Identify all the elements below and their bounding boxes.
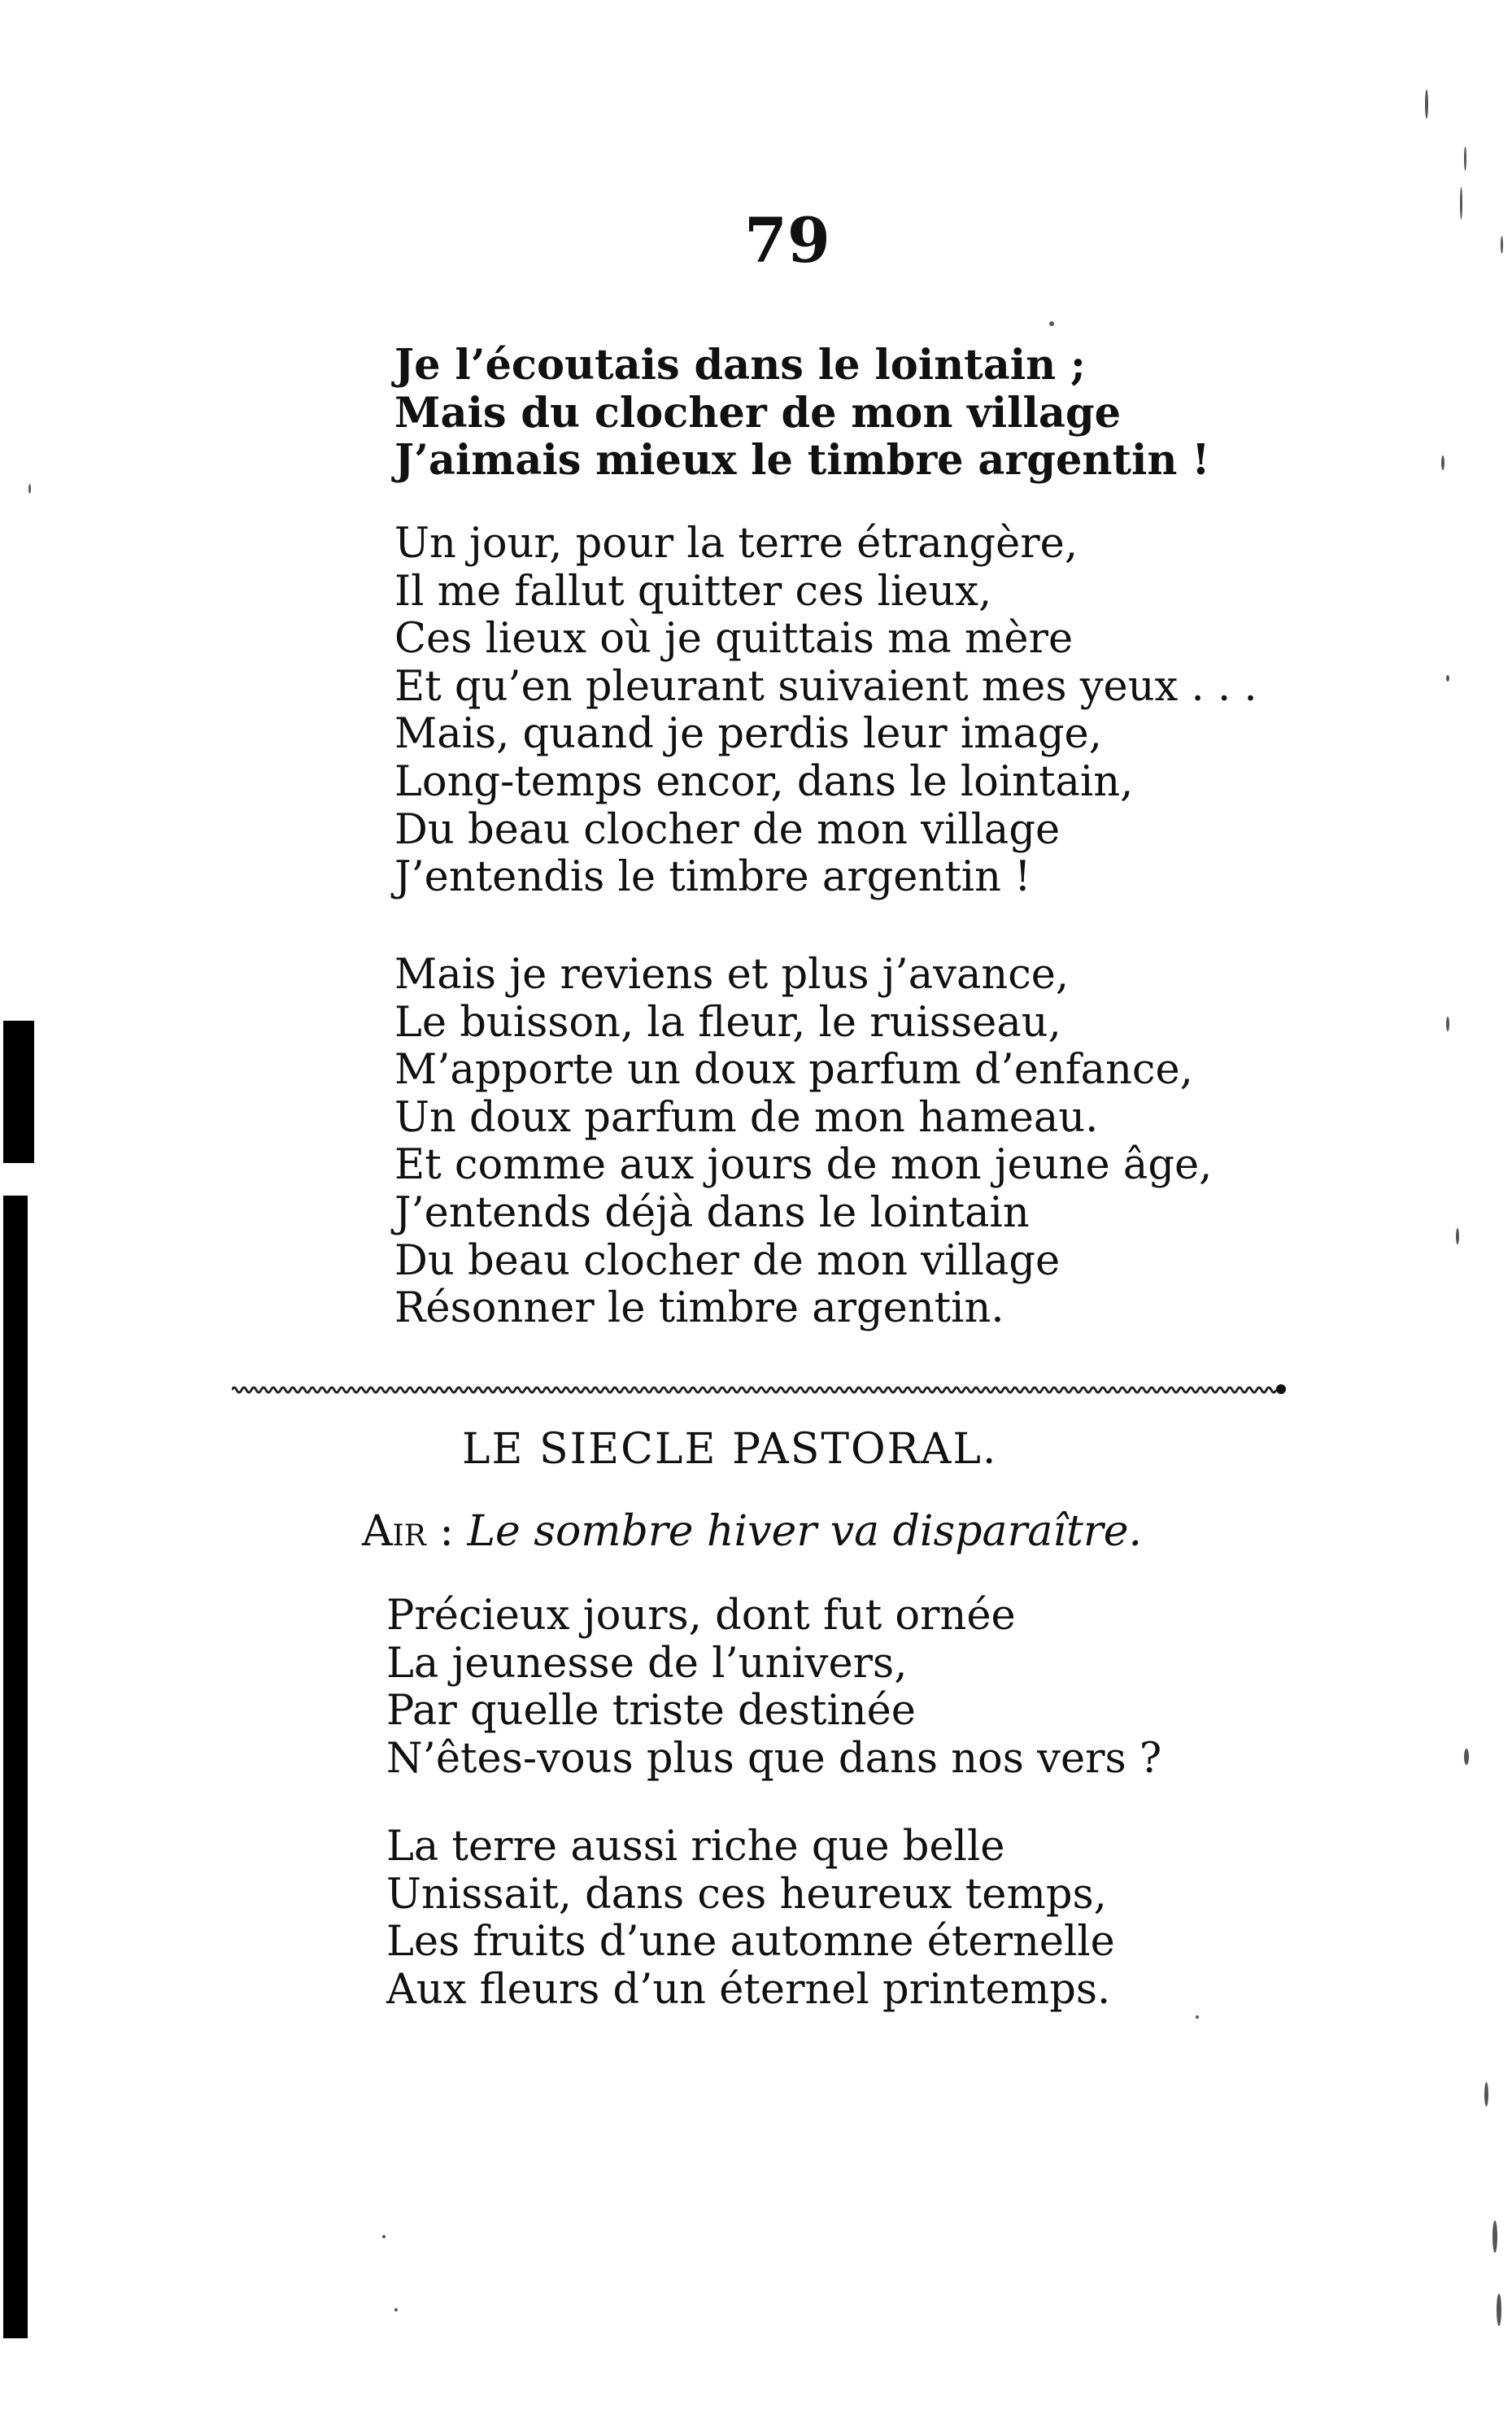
song-air	[362, 1507, 1142, 1556]
binding-edge	[3, 1021, 34, 1163]
verse-line: Du beau clocher de mon village	[394, 805, 1061, 854]
verse-line: Résonner le timbre argentin.	[394, 1284, 1004, 1333]
verse-line: J’entends déjà dans le lointain	[394, 1188, 1030, 1237]
verse-line: Et qu’en pleurant suivaient mes yeux . . .	[394, 662, 1257, 711]
verse-line: Par quelle triste destinée	[386, 1687, 916, 1736]
verse-line: Il me fallut quitter ces lieux,	[394, 567, 992, 616]
verse-line: Long-temps encor, dans le lointain,	[394, 757, 1134, 806]
air-label: Air :	[362, 1507, 454, 1556]
verse-line: Un jour, pour la terre étrangère,	[394, 520, 1078, 568]
verse-line: Précieux jours, dont fut ornée	[386, 1592, 1016, 1640]
poem-stanza-1	[394, 342, 1210, 485]
verse-line: Et comme aux jours de mon jeune âge,	[394, 1141, 1213, 1190]
verse-line: Mais je reviens et plus j’avance,	[394, 951, 1070, 999]
binding-edge	[3, 1196, 28, 2338]
verse-line: Le buisson, la fleur, le ruisseau,	[394, 998, 1061, 1047]
poem-stanza-2	[394, 521, 1257, 902]
verse-line: M’apporte un doux parfum d’enfance,	[394, 1046, 1193, 1095]
verse-line: Je l’écoutais dans le lointain ;	[394, 341, 1086, 390]
verse-line: Les fruits d’une automne éternelle	[386, 1918, 1115, 1967]
verse-line: Aux fleurs d’un éternel printemps.	[386, 1965, 1111, 2014]
verse-line: La jeunesse de l’univers,	[386, 1639, 908, 1688]
verse-line: Du beau clocher de mon village	[394, 1236, 1061, 1285]
verse-line: Un doux parfum de mon hameau.	[394, 1093, 1099, 1142]
verse-line: Unissait, dans ces heureux temps,	[386, 1870, 1107, 1919]
poem-stanza-3	[394, 952, 1212, 1333]
song-stanza-2	[386, 1823, 1115, 2014]
verse-line: Ces lieux où je quittais ma mère	[394, 615, 1074, 664]
verse-line: Mais du clocher de mon village	[394, 388, 1122, 438]
song-stanza-1	[386, 1592, 1161, 1783]
verse-line: Mais, quand je perdis leur image,	[394, 710, 1102, 759]
verse-line: J’aimais mieux le timbre argentin !	[394, 436, 1210, 486]
verse-line: J’entendis le timbre argentin !	[394, 853, 1031, 902]
page-number: 79	[744, 204, 830, 277]
wavy-divider	[232, 1383, 1289, 1397]
verse-line: N’êtes-vous plus que dans nos vers ?	[386, 1734, 1162, 1783]
verse-line: La terre aussi riche que belle	[386, 1823, 1005, 1871]
song-title: LE SIECLE PASTORAL.	[462, 1425, 998, 1474]
air-tune-name: Le sombre hiver va disparaître.	[467, 1507, 1143, 1556]
